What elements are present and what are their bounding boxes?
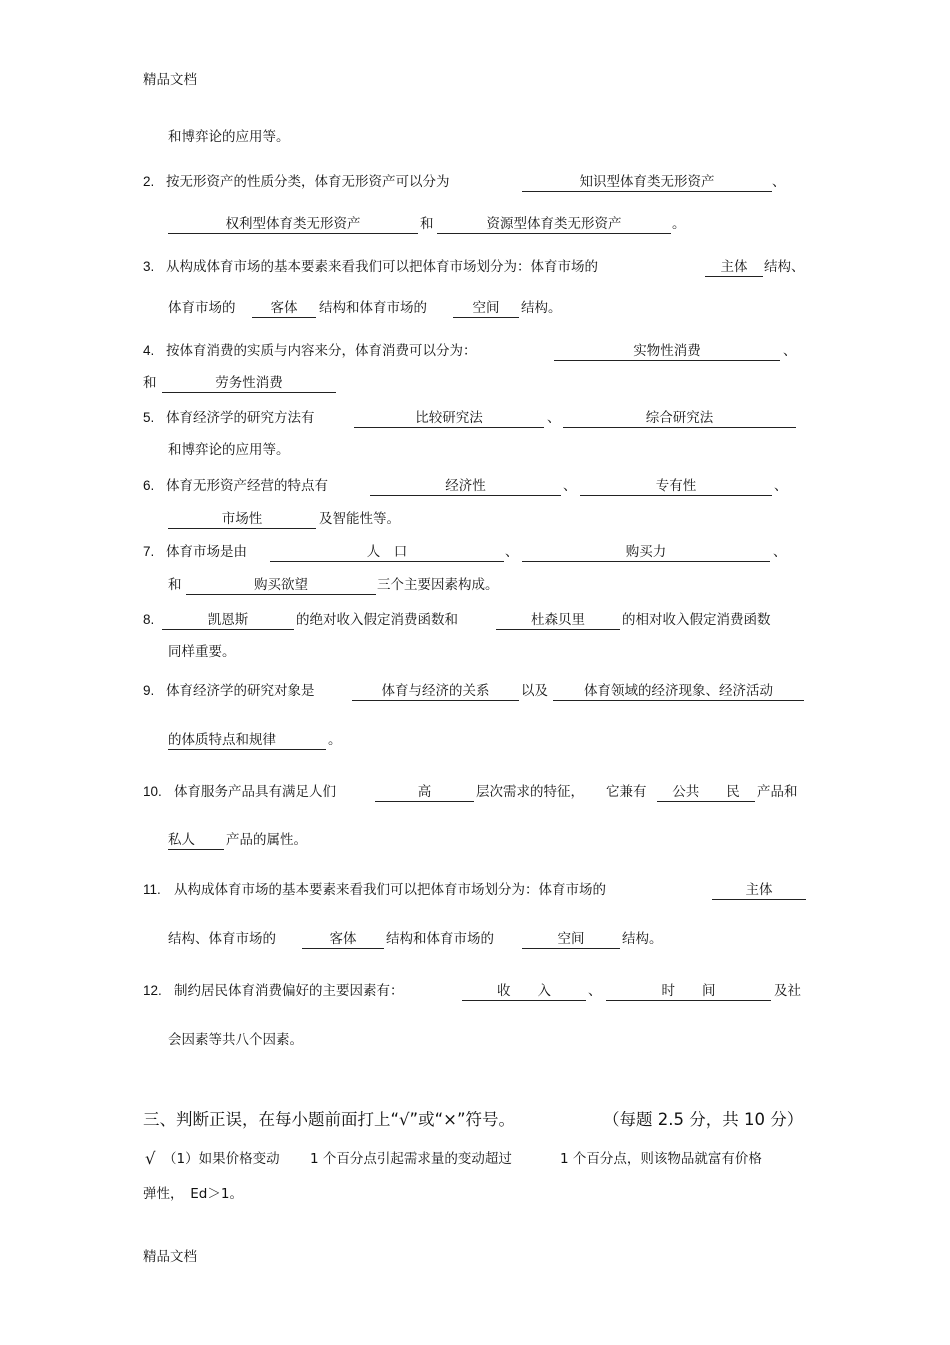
question-text: 体育服务产品具有满足人们 (174, 784, 336, 800)
answer-blank: 市场性 (168, 510, 316, 529)
question-text: 和 (143, 375, 157, 391)
answer-blank: 客体 (252, 299, 316, 318)
question-text: 产品和 (757, 784, 798, 800)
answer-blank: 客体 (302, 930, 384, 949)
answer-blank: 收 入 (462, 982, 586, 1001)
question-text: 结构、 (764, 259, 805, 275)
question-text: 结构和体育市场的 (386, 931, 494, 947)
question-number: 6. (143, 478, 155, 493)
question-text: 的相对收入假定消费函数 (622, 612, 771, 628)
answer-blank: 时 间 (606, 982, 771, 1001)
question-text: 结构。 (622, 931, 663, 947)
separator: 、 (773, 544, 787, 560)
question-text: 体育市场是由 (166, 544, 247, 560)
section-title: 三、判断正误，在每小题前面打上“√”或“×”符号。 (143, 1110, 516, 1129)
answer-blank: 公共 民 (657, 783, 755, 802)
question-number: 10. (143, 784, 162, 799)
answer-blank: 空间 (453, 299, 519, 318)
question-text: （1）如果价格变动 (163, 1151, 280, 1167)
question-text: 按体育消费的实质与内容来分，体育消费可以分为： (166, 343, 477, 359)
answer-blank: 经济性 (370, 477, 561, 496)
question-number: 8. (143, 612, 155, 627)
question-text: 的绝对收入假定消费函数和 (296, 612, 458, 628)
answer-blank: 劳务性消费 (162, 374, 336, 393)
question-text: 结构和体育市场的 (319, 300, 427, 316)
question-text: 和 (420, 216, 434, 232)
question-number: 11. (143, 882, 161, 897)
question-text: 及社 (774, 983, 801, 999)
question-text: 它兼有 (606, 784, 647, 800)
separator: 、 (563, 478, 577, 494)
answer-blank: 购买欲望 (186, 576, 376, 595)
answer-blank: 实物性消费 (554, 342, 780, 361)
answer-blank: 杜森贝里 (496, 611, 620, 630)
question-text: 以及 (521, 683, 548, 699)
page-footer: 精品文档 (143, 1249, 197, 1265)
question-text: 结构。 (521, 300, 562, 316)
question-text: 体育经济学的研究方法有 (166, 410, 315, 426)
separator: 、 (772, 174, 786, 190)
question-text: 体育无形资产经营的特点有 (166, 478, 328, 494)
question-number: 12. (143, 983, 162, 998)
question-text: 会因素等共八个因素。 (168, 1032, 303, 1048)
question-number: 5. (143, 410, 155, 425)
question-text: 结构、体育市场的 (168, 931, 276, 947)
question-text: 层次需求的特征， (476, 784, 584, 800)
question-text: 从构成体育市场的基本要素来看我们可以把体育市场划分为：体育市场的 (166, 259, 598, 275)
question-text: 同样重要。 (168, 644, 236, 660)
question-text: 制约居民体育消费偏好的主要因素有： (174, 983, 404, 999)
answer-blank: 高 (375, 783, 474, 802)
question-number: 3. (143, 259, 155, 274)
answer-blank: 综合研究法 (563, 409, 796, 428)
question-number: 4. (143, 343, 155, 358)
answer-blank: 凯恩斯 (162, 611, 294, 630)
separator: 、 (505, 544, 519, 560)
question-text: 弹性， Ed＞1。 (143, 1186, 243, 1202)
answer-blank: 主体 (712, 881, 806, 900)
question-text: 按无形资产的性质分类，体育无形资产可以分为 (166, 174, 450, 190)
continuation-line: 和博弈论的应用等。 (168, 129, 290, 145)
question-text: 和博弈论的应用等。 (168, 442, 290, 458)
answer-blank: 专有性 (580, 477, 772, 496)
question-number: 7. (143, 544, 155, 559)
answer-blank: 体育与经济的关系 (352, 682, 519, 701)
answer-blank: 的体质特点和规律 (168, 731, 326, 750)
answer-blank: 人 口 (270, 543, 504, 562)
question-text: 体育市场的 (168, 300, 236, 316)
answer-blank: 权利型体育类无形资产 (168, 215, 418, 234)
answer-blank: 空间 (522, 930, 620, 949)
question-text: 体育经济学的研究对象是 (166, 683, 315, 699)
question-text: 和 (168, 577, 182, 593)
answer-blank: 比较研究法 (354, 409, 544, 428)
separator: 、 (774, 478, 788, 494)
question-text: 1 个百分点引起需求量的变动超过 (310, 1151, 512, 1167)
period: 。 (672, 216, 686, 232)
section-score: （每题 2.5 分，共 10 分） (603, 1110, 804, 1129)
answer-mark: √ (145, 1149, 156, 1168)
separator: 、 (783, 343, 797, 359)
separator: 、 (547, 410, 561, 426)
answer-blank: 体育领域的经济现象、经济活动 (553, 682, 804, 701)
answer-blank: 购买力 (522, 543, 770, 562)
page-header: 精品文档 (143, 72, 197, 88)
question-text: 产品的属性。 (226, 832, 307, 848)
separator: 、 (588, 983, 602, 999)
question-text: 及智能性等。 (319, 511, 400, 527)
answer-blank: 资源型体育类无形资产 (437, 215, 671, 234)
period: 。 (328, 732, 342, 748)
answer-blank: 主体 (705, 258, 763, 277)
answer-blank: 知识型体育类无形资产 (522, 173, 772, 192)
question-text: 从构成体育市场的基本要素来看我们可以把体育市场划分为：体育市场的 (174, 882, 606, 898)
answer-blank: 私人 (168, 831, 224, 850)
question-text: 三个主要因素构成。 (377, 577, 499, 593)
question-number: 2. (143, 174, 155, 189)
question-text: 1 个百分点，则该物品就富有价格 (560, 1151, 762, 1167)
question-number: 9. (143, 683, 155, 698)
